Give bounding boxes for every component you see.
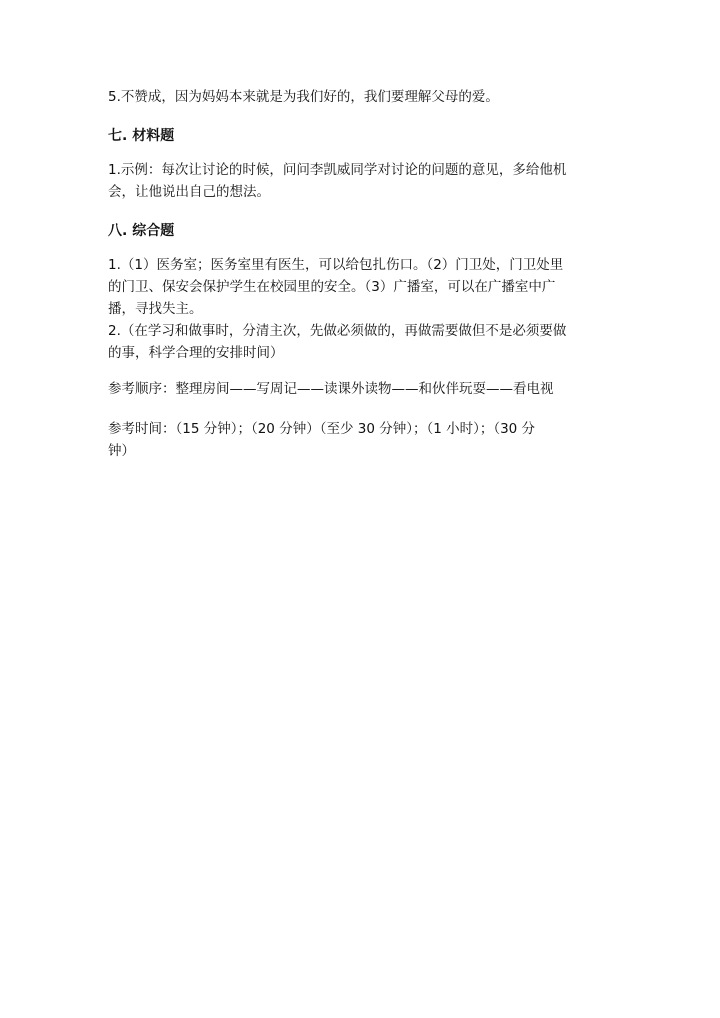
reference-time-line1: 参考时间：（15 分钟）；（20 分钟）（至少 30 分钟）；（1 小时）；（30 分	[108, 421, 536, 437]
reference-time	[108, 418, 608, 462]
answer-sec7-item1	[108, 159, 608, 203]
answer-sec6-item5: 5.不赞成，因为妈妈本来就是为我们好的，我们要理解父母的爱。	[108, 89, 499, 105]
answer-sec7-item1-line2: 会，让他说出自己的想法。	[108, 184, 270, 200]
answer-sec7-item1-line1: 1.示例：每次让讨论的时候，问问李凯威同学对讨论的问题的意见，多给他机	[108, 162, 567, 178]
reference-time-line2: 钟）	[108, 443, 135, 459]
answer-sec8-item1	[108, 254, 608, 364]
section-8-heading: 八. 综合题	[108, 223, 175, 239]
answer-sec8-item2-line2: 的事，科学合理的安排时间）	[108, 345, 284, 361]
answer-sec8-item1-line2: 的门卫、保安会保护学生在校园里的安全。（3）广播室，可以在广播室中广	[108, 279, 556, 295]
answer-page	[108, 86, 608, 462]
section-7-heading: 七. 材料题	[108, 128, 175, 144]
answer-sec8-item2-line1: 2.（在学习和做事时，分清主次，先做必须做的，再做需要做但不是必须要做	[108, 323, 567, 339]
answer-sec8-item1-line3: 播，寻找失主。	[108, 301, 203, 317]
answer-sec8-item1-line1: 1.（1）医务室；医务室里有医生，可以给包扎伤口。（2）门卫处，门卫处里	[108, 257, 564, 273]
reference-order: 参考顺序：整理房间——写周记——读课外读物——和伙伴玩耍——看电视	[108, 381, 554, 397]
